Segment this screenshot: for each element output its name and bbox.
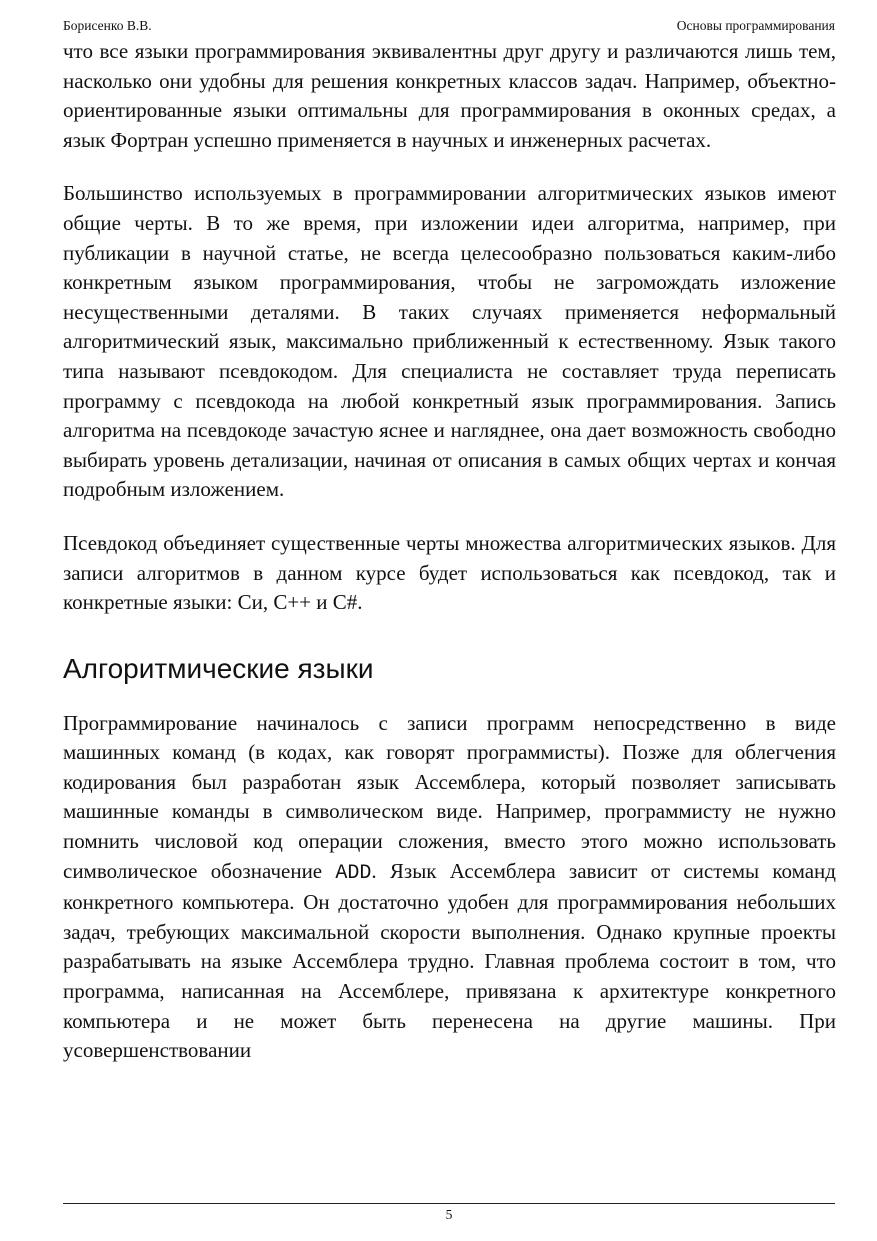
paragraph-pseudocode-usage: Псевдокод объединяет существенные черты множества алгоритмических языков. Для записи алгоритмов в данном курсе будет использоваться как псевдокод, так и конкретные языки: Си, C++ и C#. xyxy=(63,530,836,615)
header-author: Борисенко В.В. xyxy=(63,18,152,33)
page-number: 5 xyxy=(445,1207,453,1222)
section-heading: Алгоритмические языки xyxy=(63,652,374,684)
page-content xyxy=(63,37,836,1066)
page-footer xyxy=(63,1203,835,1225)
paragraph-assembler-text-end: . Язык Ассемблера зависит от системы команд конкретного компьютера. Он достаточно удобен для программирования небольших задач, требующих максимальной скорости выполнения. Однако крупные проекты разрабатывать на языке Ассемблера трудно. Главная проблема состоит в том, что программа, написанная на Ассемблере, привязана к архитектуре конкретного компьютера и не может быть перенесена на другие машины. При усовершенствовании xyxy=(63,858,836,1063)
running-header xyxy=(63,16,835,36)
header-course-title: Основы программирования xyxy=(676,18,835,33)
inline-code-add: ADD xyxy=(335,861,372,885)
paragraph-assembler-text-start: Программирование начиналось с записи программ непосредственно в виде машинных команд (в кодах, как говорят программисты). Позже для облегчения кодирования был разработан язык Ассемблера, который позволяет записывать машинные команды в символическом виде. Например, программисту не нужно помнить числовой код операции сложения, вместо этого можно использовать символическое обозначение xyxy=(63,710,836,883)
paragraph-pseudocode-intro: Большинство используемых в программировании алгоритмических языков имеют общие черты. В то же время, при изложении идеи алгоритма, например, при публикации в научной статье, не всегда целесообразно пользоваться каким-либо конкретным языком программирования, чтобы не загромождать изложение несущественными деталями. В таких случаях применяется неформальный алгоритмический язык, максимально приближенный к естественному. Язык такого типа называют псевдокодом. Для специалиста не составляет труда переписать программу с псевдокода на любой конкретный язык программирования. Запись алгоритма на псевдокоде зачастую яснее и нагляднее, она дает возможность свободно выбирать уровень детализации, начиная от описания в самых общих чертах и кончая подробным изложением. xyxy=(63,181,836,502)
paragraph-assembler xyxy=(63,709,836,1066)
paragraph-languages-equivalence: что все языки программирования эквивалентны друг другу и различаются лишь тем, насколько они удобны для решения конкретных классов задач. Например, объектно-ориентированные языки оптимальны для программирования в оконных средах, а язык Фортран успешно применяется в научных и инженерных расчетах. xyxy=(63,39,836,152)
